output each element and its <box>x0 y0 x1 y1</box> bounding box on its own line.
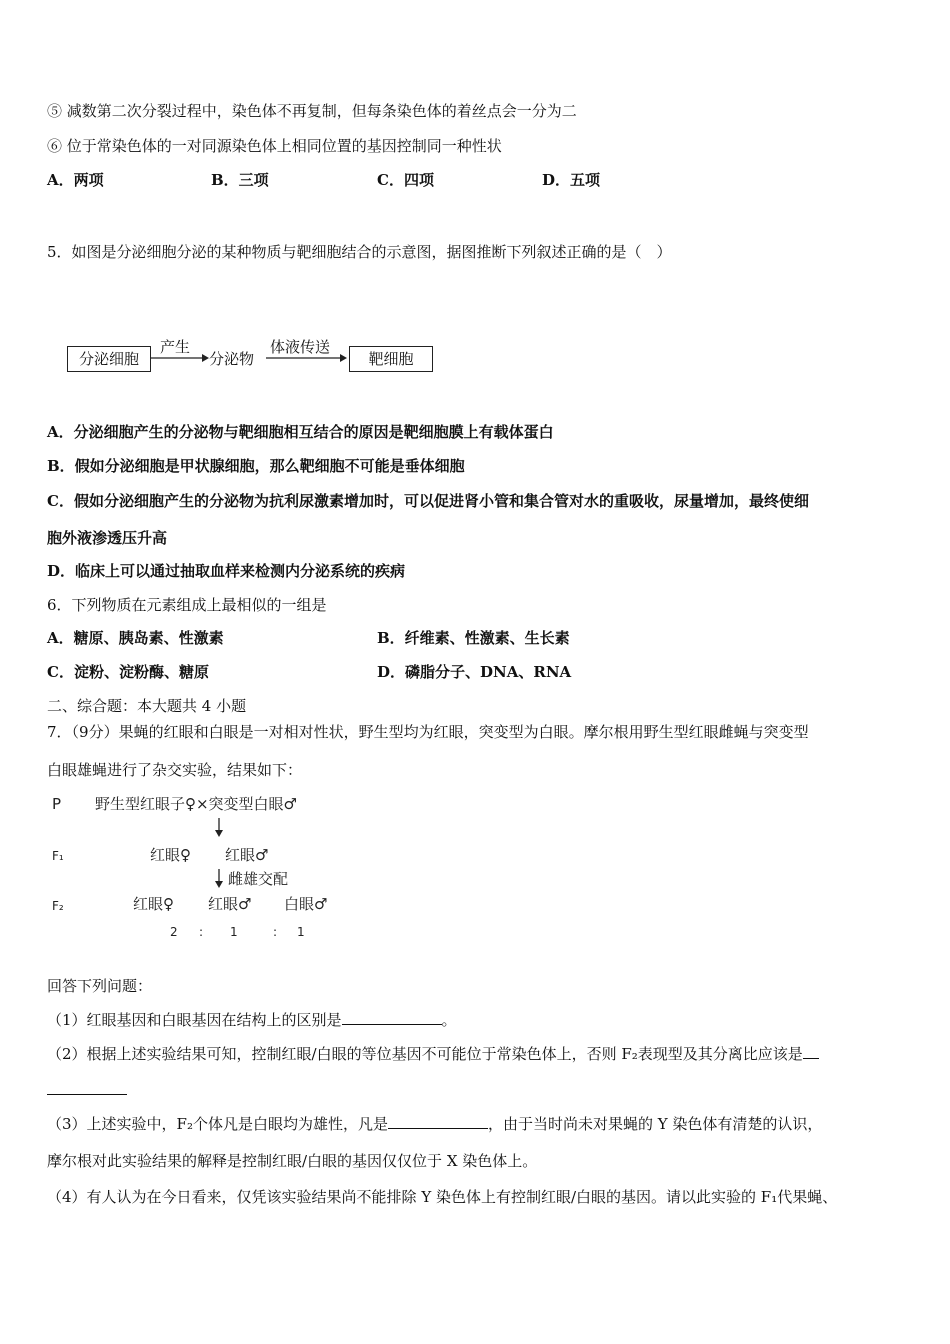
q5-option-d: D．临床上可以通过抽取血样来检测内分泌系统的疾病 <box>47 562 406 580</box>
q7-part2-blank-a[interactable] <box>803 1044 819 1059</box>
q7-part4: （4）有人认为在今日看来，仅凭该实验结果尚不能排除 Y 染色体上有控制红眼/白眼的基因。请以此实验的 F₁代果蝇、 <box>47 1188 838 1206</box>
q7-part1-text: （1）红眼基因和白眼基因在结构上的区别是 <box>47 1011 342 1029</box>
diagram-arrow1-label: 产生 <box>160 338 191 356</box>
cross-f1-female: 红眼♀ <box>150 846 191 864</box>
cross-f2-red-female: 红眼♀ <box>133 895 174 913</box>
cross-ratio-colon-2: : <box>273 925 278 939</box>
q7-part3 <box>47 1114 822 1134</box>
q7-stem-line2: 白眼雄蝇进行了杂交实验，结果如下： <box>47 761 303 779</box>
cross-mating-label: 雌雄交配 <box>228 870 289 888</box>
q5-option-b: B．假如分泌细胞是甲状腺细胞，那么靶细胞不可能是垂体细胞 <box>47 457 465 475</box>
cross-ratio-colon-1: : <box>199 925 204 939</box>
q7-part2-text: （2）根据上述实验结果可知，控制红眼/白眼的等位基因不可能位于常染色体上，否则 F₂表现型及其分离比应该是 <box>47 1045 803 1063</box>
q6-option-a: A．糖原、胰岛素、性激素 <box>47 629 224 647</box>
q6-option-b: B．纤维素、性激素、生长素 <box>377 629 570 647</box>
cross-arrow-f1-f2 <box>213 869 225 889</box>
cross-ratio-3: 1 <box>297 925 305 939</box>
cross-f1-male: 红眼♂ <box>225 846 269 864</box>
q7-part1 <box>47 1010 457 1030</box>
q7-part2-blank-b[interactable] <box>47 1094 127 1095</box>
diagram-arrow2-label: 体液传送 <box>270 338 331 356</box>
answer-intro: 回答下列问题： <box>47 977 153 995</box>
q7-part3-text-2: ，由于当时尚未对果蝇的 Y 染色体有清楚的认识， <box>487 1115 823 1133</box>
q6-option-d: D．磷脂分子、DNA、RNA <box>377 663 572 681</box>
q7-part3-text: （3）上述实验中，F₂个体凡是白眼均为雄性，凡是 <box>47 1115 388 1133</box>
cross-f1-label: F₁ <box>52 849 64 863</box>
q7-part2 <box>47 1044 819 1064</box>
cross-f2-label: F₂ <box>52 899 64 913</box>
diagram-target-cell-box: 靶细胞 <box>349 346 433 372</box>
q4-option-a: A．两项 <box>47 171 104 189</box>
cross-p-parents: 野生型红眼子♀×突变型白眼♂ <box>95 795 298 813</box>
q7-part3-line2: 摩尔根对此实验结果的解释是控制红眼/白眼的基因仅仅位于 X 染色体上。 <box>47 1152 538 1170</box>
cross-p-label: P <box>52 795 62 813</box>
section-2-heading: 二、综合题：本大题共 4 小题 <box>47 697 247 715</box>
cross-ratio-1: 2 <box>170 925 178 939</box>
q7-part1-blank[interactable] <box>342 1010 442 1025</box>
diagram-secretion: 分泌物 <box>209 350 255 368</box>
q7-stem-line1: 7．（9分）果蝇的红眼和白眼是一对相对性状，野生型均为红眼，突变型为白眼。摩尔根用野生型红眼雌蝇与突变型 <box>47 723 809 741</box>
statement-6: ⑥ 位于常染色体的一对同源染色体上相同位置的基因控制同一种性状 <box>47 137 502 155</box>
cross-ratio-2: 1 <box>230 925 238 939</box>
q7-part3-blank[interactable] <box>388 1114 488 1129</box>
cross-f2-red-male: 红眼♂ <box>208 895 252 913</box>
q7-part1-end: 。 <box>441 1011 457 1029</box>
q4-option-b: B．三项 <box>211 171 269 189</box>
cross-f2-white-male: 白眼♂ <box>284 895 328 913</box>
diagram-arrow2 <box>266 352 348 364</box>
q4-option-d: D．五项 <box>542 171 601 189</box>
cross-arrow-p-f1 <box>213 818 225 838</box>
statement-5: ⑤ 减数第二次分裂过程中，染色体不再复制，但每条染色体的着丝点会一分为二 <box>47 102 577 120</box>
diagram-arrow1 <box>150 352 210 364</box>
q5-option-a: A．分泌细胞产生的分泌物与靶细胞相互结合的原因是靶细胞膜上有载体蛋白 <box>47 423 554 441</box>
q4-option-c: C．四项 <box>377 171 434 189</box>
q5-stem: 5．如图是分泌细胞分泌的某种物质与靶细胞结合的示意图，据图推断下列叙述正确的是（ ） <box>47 243 672 261</box>
diagram-secretory-cell-box: 分泌细胞 <box>67 346 151 372</box>
q6-stem: 6．下列物质在元素组成上最相似的一组是 <box>47 596 327 614</box>
q5-option-c-line1: C．假如分泌细胞产生的分泌物为抗利尿激素增加时，可以促进肾小管和集合管对水的重吸收，尿量增加，最终使细 <box>47 492 809 510</box>
q6-option-c: C．淀粉、淀粉酶、糖原 <box>47 663 209 681</box>
q5-option-c-line2: 胞外液渗透压升高 <box>47 529 168 547</box>
